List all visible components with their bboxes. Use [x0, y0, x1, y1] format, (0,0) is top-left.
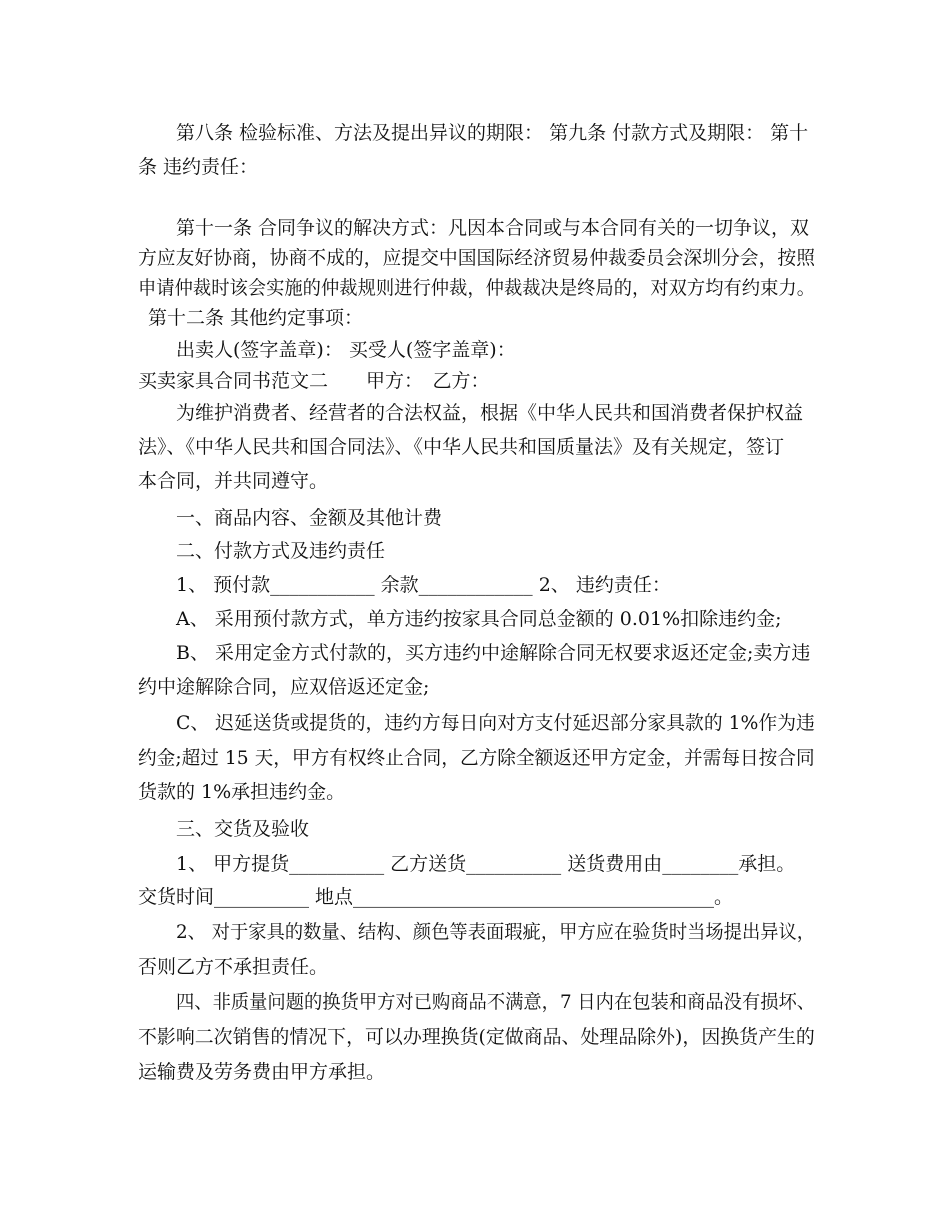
- text-line: 2、 对于家具的数量、结构、颜色等表面瑕疵，甲方应在验货时当场提出异议，: [176, 921, 816, 943]
- text-line: 第八条 检验标准、方法及提出异议的期限： 第九条 付款方式及期限： 第十: [176, 122, 809, 144]
- text-line: 交货时间__________ 地点______________________________________。: [138, 886, 734, 908]
- text-line: 出卖人(签字盖章)： 买受人(签字盖章)：: [176, 339, 516, 361]
- text-line: 第十二条 其他约定事项：: [148, 307, 364, 329]
- text-line: 申请仲裁时该会实施的仲裁规则进行仲裁，仲裁裁决是终局的，对双方均有约束力。: [138, 277, 816, 299]
- text-line: 一、商品内容、金额及其他计费: [176, 507, 443, 529]
- text-line: 1、 甲方提货__________ 乙方送货__________ 送货费用由________承担。: [176, 853, 796, 875]
- text-line: 约金;超过 15 天，甲方有权终止合同，乙方除全额返还甲方定金，并需每日按合同: [138, 747, 815, 769]
- text-line: 第十一条 合同争议的解决方式：凡因本合同或与本合同有关的一切争议，双: [176, 217, 810, 239]
- text-line: 四、非质量问题的换货甲方对已购商品不满意，7 日内在包装和商品没有损坏、: [176, 991, 816, 1013]
- text-line: 为维护消费者、经营者的合法权益，根据《中华人民共和国消费者保护权益: [176, 402, 804, 424]
- text-line: 本合同，并共同遵守。: [138, 470, 329, 492]
- text-line: 方应友好协商，协商不成的，应提交中国国际经济贸易仲裁委员会深圳分会，按照: [138, 247, 816, 269]
- text-line: 1、 预付款___________ 余款____________ 2、 违约责任：: [176, 574, 671, 596]
- text-line: 买卖家具合同书范文二 甲方： 乙方：: [138, 370, 490, 392]
- text-line: 二、付款方式及违约责任: [176, 540, 386, 562]
- text-line: A、 采用预付款方式，单方违约按家具合同总金额的 0.01%扣除违约金;: [176, 608, 782, 630]
- text-line: C、 迟延送货或提货的，违约方每日向对方支付延迟部分家具款的 1%作为违: [176, 712, 815, 734]
- text-line: 不影响二次销售的情况下，可以办理换货(定做商品、处理品除外)，因换货产生的: [138, 1026, 815, 1048]
- text-line: 约中途解除合同，应双倍返还定金;: [138, 676, 430, 698]
- text-line: 法》、《中华人民共和国合同法》、《中华人民共和国质量法》及有关规定，签订: [138, 436, 785, 458]
- text-line: 否则乙方不承担责任。: [138, 956, 329, 978]
- text-line: B、 采用定金方式付款的，买方违约中途解除合同无权要求返还定金;卖方违: [176, 642, 811, 664]
- text-line: 货款的 1%承担违约金。: [138, 781, 346, 803]
- text-line: 运输费及劳务费由甲方承担。: [138, 1061, 386, 1083]
- text-line: 三、交货及验收: [176, 818, 310, 840]
- text-line: 条 违约责任：: [138, 156, 259, 178]
